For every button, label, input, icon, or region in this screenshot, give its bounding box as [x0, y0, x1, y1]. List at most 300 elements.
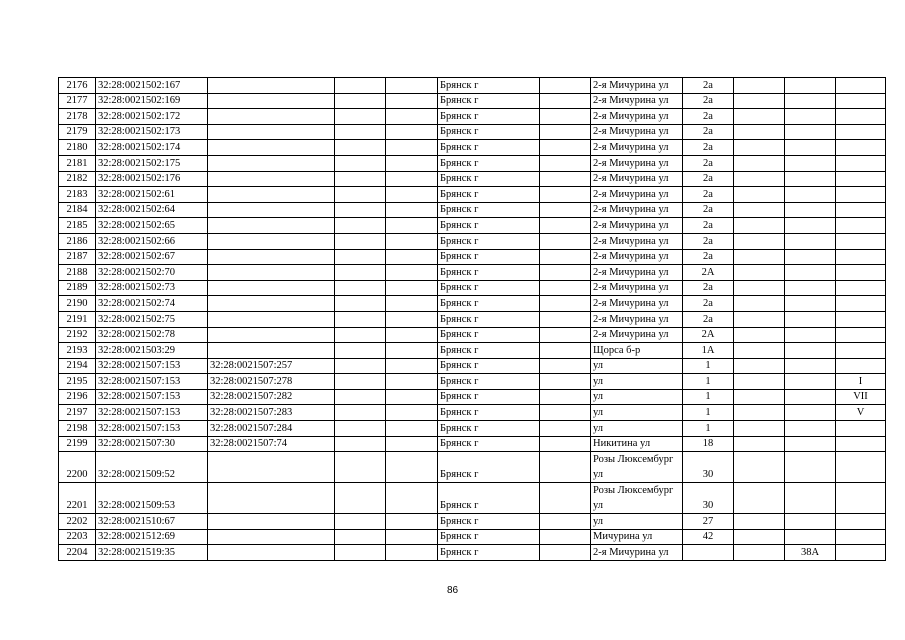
- house-number-cell: 1: [683, 358, 734, 374]
- street-cell: 2-я Мичурина ул: [591, 187, 683, 203]
- premises-cell: [836, 311, 886, 327]
- city-cell: Брянск г: [438, 140, 540, 156]
- building-cell: [785, 343, 836, 359]
- cadastral-number-cell: 32:28:0021507:153: [96, 405, 208, 421]
- empty-cell: [335, 311, 386, 327]
- premises-cell: [836, 124, 886, 140]
- table-row: [59, 311, 886, 327]
- city-cell: Брянск г: [438, 78, 540, 94]
- street-cell: 2-я Мичурина ул: [591, 202, 683, 218]
- premises-cell: [836, 296, 886, 312]
- empty-cell: [540, 171, 591, 187]
- premises-cell: [836, 140, 886, 156]
- empty-cell: [540, 249, 591, 265]
- empty-cell: [386, 529, 438, 545]
- row-number-cell: 2177: [59, 93, 96, 109]
- street-cell: Розы Люксембург ул: [591, 483, 683, 514]
- street-cell: 2-я Мичурина ул: [591, 171, 683, 187]
- building-cell: 38А: [785, 545, 836, 561]
- house-number-cell: 2а: [683, 187, 734, 203]
- related-cadastral-number-cell: [208, 483, 335, 514]
- row-number-cell: 2182: [59, 171, 96, 187]
- empty-cell: [734, 545, 785, 561]
- table-row: [59, 265, 886, 281]
- empty-cell: [734, 327, 785, 343]
- street-cell: 2-я Мичурина ул: [591, 265, 683, 281]
- empty-cell: [386, 109, 438, 125]
- city-cell: Брянск г: [438, 249, 540, 265]
- empty-cell: [540, 421, 591, 437]
- related-cadastral-number-cell: [208, 93, 335, 109]
- cadastral-number-cell: 32:28:0021519:35: [96, 545, 208, 561]
- empty-cell: [335, 358, 386, 374]
- building-cell: [785, 514, 836, 530]
- related-cadastral-number-cell: [208, 327, 335, 343]
- street-cell: Мичурина ул: [591, 529, 683, 545]
- empty-cell: [540, 265, 591, 281]
- empty-cell: [386, 93, 438, 109]
- building-cell: [785, 155, 836, 171]
- city-cell: Брянск г: [438, 218, 540, 234]
- row-number-cell: 2188: [59, 265, 96, 281]
- street-cell: 2-я Мичурина ул: [591, 124, 683, 140]
- street-cell: 2-я Мичурина ул: [591, 311, 683, 327]
- empty-cell: [335, 93, 386, 109]
- house-number-cell: 2а: [683, 233, 734, 249]
- house-number-cell: 42: [683, 529, 734, 545]
- empty-cell: [734, 280, 785, 296]
- related-cadastral-number-cell: [208, 187, 335, 203]
- empty-cell: [540, 529, 591, 545]
- row-number-cell: 2181: [59, 155, 96, 171]
- street-cell: Никитина ул: [591, 436, 683, 452]
- building-cell: [785, 358, 836, 374]
- table-row: [59, 436, 886, 452]
- city-cell: Брянск г: [438, 265, 540, 281]
- empty-cell: [540, 327, 591, 343]
- empty-cell: [540, 311, 591, 327]
- related-cadastral-number-cell: [208, 233, 335, 249]
- empty-cell: [386, 140, 438, 156]
- building-cell: [785, 327, 836, 343]
- empty-cell: [335, 265, 386, 281]
- empty-cell: [734, 218, 785, 234]
- building-cell: [785, 124, 836, 140]
- empty-cell: [335, 374, 386, 390]
- building-cell: [785, 311, 836, 327]
- empty-cell: [335, 436, 386, 452]
- related-cadastral-number-cell: [208, 249, 335, 265]
- city-cell: Брянск г: [438, 202, 540, 218]
- empty-cell: [335, 483, 386, 514]
- cadastral-number-cell: 32:28:0021502:64: [96, 202, 208, 218]
- empty-cell: [540, 452, 591, 483]
- building-cell: [785, 389, 836, 405]
- row-number-cell: 2204: [59, 545, 96, 561]
- table-row: [59, 78, 886, 94]
- empty-cell: [386, 249, 438, 265]
- empty-cell: [335, 233, 386, 249]
- table-row: [59, 389, 886, 405]
- empty-cell: [386, 218, 438, 234]
- premises-cell: [836, 93, 886, 109]
- row-number-cell: 2176: [59, 78, 96, 94]
- city-cell: Брянск г: [438, 452, 540, 483]
- premises-cell: [836, 436, 886, 452]
- table-row: [59, 233, 886, 249]
- house-number-cell: 18: [683, 436, 734, 452]
- premises-cell: I: [836, 374, 886, 390]
- related-cadastral-number-cell: [208, 78, 335, 94]
- table-row: [59, 249, 886, 265]
- table-row: [59, 452, 886, 483]
- row-number-cell: 2200: [59, 452, 96, 483]
- house-number-cell: 1: [683, 421, 734, 437]
- building-cell: [785, 218, 836, 234]
- city-cell: Брянск г: [438, 343, 540, 359]
- table-row: [59, 218, 886, 234]
- premises-cell: [836, 421, 886, 437]
- empty-cell: [386, 374, 438, 390]
- empty-cell: [335, 155, 386, 171]
- cadastral-number-cell: 32:28:0021502:67: [96, 249, 208, 265]
- row-number-cell: 2187: [59, 249, 96, 265]
- building-cell: [785, 421, 836, 437]
- street-cell: 2-я Мичурина ул: [591, 155, 683, 171]
- cadastral-number-cell: 32:28:0021509:53: [96, 483, 208, 514]
- street-cell: 2-я Мичурина ул: [591, 249, 683, 265]
- city-cell: Брянск г: [438, 327, 540, 343]
- premises-cell: [836, 452, 886, 483]
- house-number-cell: 2а: [683, 296, 734, 312]
- empty-cell: [386, 265, 438, 281]
- city-cell: Брянск г: [438, 545, 540, 561]
- empty-cell: [386, 405, 438, 421]
- cadastral-number-cell: 32:28:0021507:153: [96, 389, 208, 405]
- table-row: [59, 296, 886, 312]
- table-row: [59, 140, 886, 156]
- empty-cell: [386, 280, 438, 296]
- street-cell: ул: [591, 405, 683, 421]
- table-row: [59, 529, 886, 545]
- related-cadastral-number-cell: [208, 311, 335, 327]
- page-number: 86: [446, 585, 459, 596]
- building-cell: [785, 140, 836, 156]
- street-cell: 2-я Мичурина ул: [591, 280, 683, 296]
- cadastral-number-cell: 32:28:0021502:169: [96, 93, 208, 109]
- empty-cell: [540, 233, 591, 249]
- empty-cell: [386, 514, 438, 530]
- row-number-cell: 2190: [59, 296, 96, 312]
- house-number-cell: 2а: [683, 171, 734, 187]
- premises-cell: [836, 109, 886, 125]
- building-cell: [785, 483, 836, 514]
- row-number-cell: 2192: [59, 327, 96, 343]
- row-number-cell: 2185: [59, 218, 96, 234]
- premises-cell: [836, 233, 886, 249]
- empty-cell: [540, 545, 591, 561]
- cadastral-number-cell: 32:28:0021510:67: [96, 514, 208, 530]
- empty-cell: [386, 452, 438, 483]
- row-number-cell: 2186: [59, 233, 96, 249]
- street-cell: ул: [591, 358, 683, 374]
- table-row: [59, 327, 886, 343]
- building-cell: [785, 436, 836, 452]
- empty-cell: [386, 202, 438, 218]
- premises-cell: [836, 327, 886, 343]
- empty-cell: [335, 140, 386, 156]
- premises-cell: V: [836, 405, 886, 421]
- city-cell: Брянск г: [438, 155, 540, 171]
- premises-cell: [836, 171, 886, 187]
- city-cell: Брянск г: [438, 529, 540, 545]
- city-cell: Брянск г: [438, 124, 540, 140]
- city-cell: Брянск г: [438, 280, 540, 296]
- table-row: [59, 155, 886, 171]
- register-table-body: [59, 78, 886, 561]
- street-cell: 2-я Мичурина ул: [591, 327, 683, 343]
- empty-cell: [734, 78, 785, 94]
- building-cell: [785, 249, 836, 265]
- cadastral-number-cell: 32:28:0021512:69: [96, 529, 208, 545]
- empty-cell: [734, 421, 785, 437]
- row-number-cell: 2180: [59, 140, 96, 156]
- table-row: [59, 187, 886, 203]
- related-cadastral-number-cell: [208, 218, 335, 234]
- street-cell: ул: [591, 421, 683, 437]
- city-cell: Брянск г: [438, 514, 540, 530]
- empty-cell: [734, 249, 785, 265]
- empty-cell: [734, 155, 785, 171]
- street-cell: 2-я Мичурина ул: [591, 140, 683, 156]
- related-cadastral-number-cell: [208, 452, 335, 483]
- row-number-cell: 2189: [59, 280, 96, 296]
- empty-cell: [734, 124, 785, 140]
- premises-cell: [836, 78, 886, 94]
- cadastral-number-cell: 32:28:0021502:74: [96, 296, 208, 312]
- street-cell: ул: [591, 374, 683, 390]
- city-cell: Брянск г: [438, 171, 540, 187]
- related-cadastral-number-cell: [208, 155, 335, 171]
- row-number-cell: 2183: [59, 187, 96, 203]
- empty-cell: [734, 514, 785, 530]
- related-cadastral-number-cell: [208, 529, 335, 545]
- related-cadastral-number-cell: [208, 280, 335, 296]
- city-cell: Брянск г: [438, 421, 540, 437]
- empty-cell: [386, 233, 438, 249]
- house-number-cell: 2а: [683, 109, 734, 125]
- cadastral-number-cell: 32:28:0021507:30: [96, 436, 208, 452]
- empty-cell: [335, 389, 386, 405]
- cadastral-number-cell: 32:28:0021503:29: [96, 343, 208, 359]
- related-cadastral-number-cell: [208, 514, 335, 530]
- house-number-cell: 1: [683, 374, 734, 390]
- empty-cell: [386, 327, 438, 343]
- empty-cell: [540, 155, 591, 171]
- empty-cell: [734, 140, 785, 156]
- cadastral-number-cell: 32:28:0021507:153: [96, 421, 208, 437]
- cadastral-number-cell: 32:28:0021502:167: [96, 78, 208, 94]
- empty-cell: [734, 343, 785, 359]
- empty-cell: [386, 296, 438, 312]
- empty-cell: [335, 78, 386, 94]
- table-row: [59, 374, 886, 390]
- empty-cell: [734, 311, 785, 327]
- table-row: [59, 545, 886, 561]
- row-number-cell: 2193: [59, 343, 96, 359]
- cadastral-number-cell: 32:28:0021502:78: [96, 327, 208, 343]
- city-cell: Брянск г: [438, 374, 540, 390]
- empty-cell: [540, 187, 591, 203]
- cadastral-number-cell: 32:28:0021502:172: [96, 109, 208, 125]
- related-cadastral-number-cell: [208, 171, 335, 187]
- cadastral-number-cell: 32:28:0021502:173: [96, 124, 208, 140]
- premises-cell: [836, 202, 886, 218]
- empty-cell: [540, 514, 591, 530]
- row-number-cell: 2198: [59, 421, 96, 437]
- empty-cell: [734, 109, 785, 125]
- table-row: [59, 109, 886, 125]
- empty-cell: [734, 436, 785, 452]
- city-cell: Брянск г: [438, 436, 540, 452]
- empty-cell: [335, 202, 386, 218]
- house-number-cell: 2а: [683, 202, 734, 218]
- empty-cell: [335, 545, 386, 561]
- house-number-cell: 2А: [683, 327, 734, 343]
- cadastral-number-cell: 32:28:0021509:52: [96, 452, 208, 483]
- empty-cell: [386, 343, 438, 359]
- premises-cell: [836, 218, 886, 234]
- empty-cell: [734, 296, 785, 312]
- table-row: [59, 514, 886, 530]
- empty-cell: [734, 389, 785, 405]
- premises-cell: [836, 545, 886, 561]
- related-cadastral-number-cell: [208, 296, 335, 312]
- city-cell: Брянск г: [438, 187, 540, 203]
- city-cell: Брянск г: [438, 405, 540, 421]
- house-number-cell: 2а: [683, 155, 734, 171]
- row-number-cell: 2196: [59, 389, 96, 405]
- related-cadastral-number-cell: [208, 202, 335, 218]
- empty-cell: [335, 405, 386, 421]
- related-cadastral-number-cell: [208, 140, 335, 156]
- table-row: [59, 483, 886, 514]
- house-number-cell: 27: [683, 514, 734, 530]
- row-number-cell: 2201: [59, 483, 96, 514]
- street-cell: 2-я Мичурина ул: [591, 93, 683, 109]
- empty-cell: [734, 202, 785, 218]
- table-row: [59, 405, 886, 421]
- empty-cell: [734, 374, 785, 390]
- street-cell: 2-я Мичурина ул: [591, 296, 683, 312]
- house-number-cell: 1: [683, 405, 734, 421]
- empty-cell: [734, 529, 785, 545]
- house-number-cell: 1А: [683, 343, 734, 359]
- related-cadastral-number-cell: 32:28:0021507:284: [208, 421, 335, 437]
- empty-cell: [734, 452, 785, 483]
- cadastral-number-cell: 32:28:0021502:176: [96, 171, 208, 187]
- table-row: [59, 280, 886, 296]
- related-cadastral-number-cell: 32:28:0021507:278: [208, 374, 335, 390]
- building-cell: [785, 187, 836, 203]
- premises-cell: [836, 249, 886, 265]
- empty-cell: [734, 233, 785, 249]
- empty-cell: [386, 124, 438, 140]
- empty-cell: [386, 171, 438, 187]
- street-cell: 2-я Мичурина ул: [591, 78, 683, 94]
- street-cell: 2-я Мичурина ул: [591, 218, 683, 234]
- related-cadastral-number-cell: 32:28:0021507:283: [208, 405, 335, 421]
- premises-cell: [836, 280, 886, 296]
- empty-cell: [540, 78, 591, 94]
- empty-cell: [335, 343, 386, 359]
- empty-cell: [386, 187, 438, 203]
- empty-cell: [386, 545, 438, 561]
- street-cell: Розы Люксембург ул: [591, 452, 683, 483]
- row-number-cell: 2178: [59, 109, 96, 125]
- empty-cell: [386, 421, 438, 437]
- empty-cell: [540, 202, 591, 218]
- street-cell: ул: [591, 389, 683, 405]
- empty-cell: [540, 218, 591, 234]
- empty-cell: [386, 155, 438, 171]
- cadastral-number-cell: 32:28:0021502:73: [96, 280, 208, 296]
- house-number-cell: 2а: [683, 249, 734, 265]
- house-number-cell: 2а: [683, 280, 734, 296]
- city-cell: Брянск г: [438, 233, 540, 249]
- empty-cell: [540, 389, 591, 405]
- empty-cell: [734, 358, 785, 374]
- building-cell: [785, 280, 836, 296]
- empty-cell: [335, 109, 386, 125]
- empty-cell: [335, 124, 386, 140]
- street-cell: 2-я Мичурина ул: [591, 233, 683, 249]
- house-number-cell: 2а: [683, 78, 734, 94]
- empty-cell: [734, 483, 785, 514]
- related-cadastral-number-cell: [208, 343, 335, 359]
- premises-cell: [836, 155, 886, 171]
- city-cell: Брянск г: [438, 311, 540, 327]
- empty-cell: [734, 187, 785, 203]
- empty-cell: [335, 249, 386, 265]
- table-row: [59, 93, 886, 109]
- table-row: [59, 358, 886, 374]
- city-cell: Брянск г: [438, 296, 540, 312]
- cadastral-number-cell: 32:28:0021502:75: [96, 311, 208, 327]
- empty-cell: [540, 374, 591, 390]
- row-number-cell: 2197: [59, 405, 96, 421]
- related-cadastral-number-cell: 32:28:0021507:282: [208, 389, 335, 405]
- empty-cell: [386, 78, 438, 94]
- empty-cell: [335, 421, 386, 437]
- empty-cell: [335, 187, 386, 203]
- empty-cell: [734, 405, 785, 421]
- related-cadastral-number-cell: [208, 545, 335, 561]
- row-number-cell: 2202: [59, 514, 96, 530]
- register-table: [58, 77, 886, 561]
- house-number-cell: 2а: [683, 93, 734, 109]
- table-row: [59, 343, 886, 359]
- empty-cell: [386, 389, 438, 405]
- house-number-cell: 2а: [683, 124, 734, 140]
- house-number-cell: 30: [683, 483, 734, 514]
- related-cadastral-number-cell: 32:28:0021507:74: [208, 436, 335, 452]
- city-cell: Брянск г: [438, 93, 540, 109]
- city-cell: Брянск г: [438, 358, 540, 374]
- building-cell: [785, 93, 836, 109]
- street-cell: ул: [591, 514, 683, 530]
- building-cell: [785, 171, 836, 187]
